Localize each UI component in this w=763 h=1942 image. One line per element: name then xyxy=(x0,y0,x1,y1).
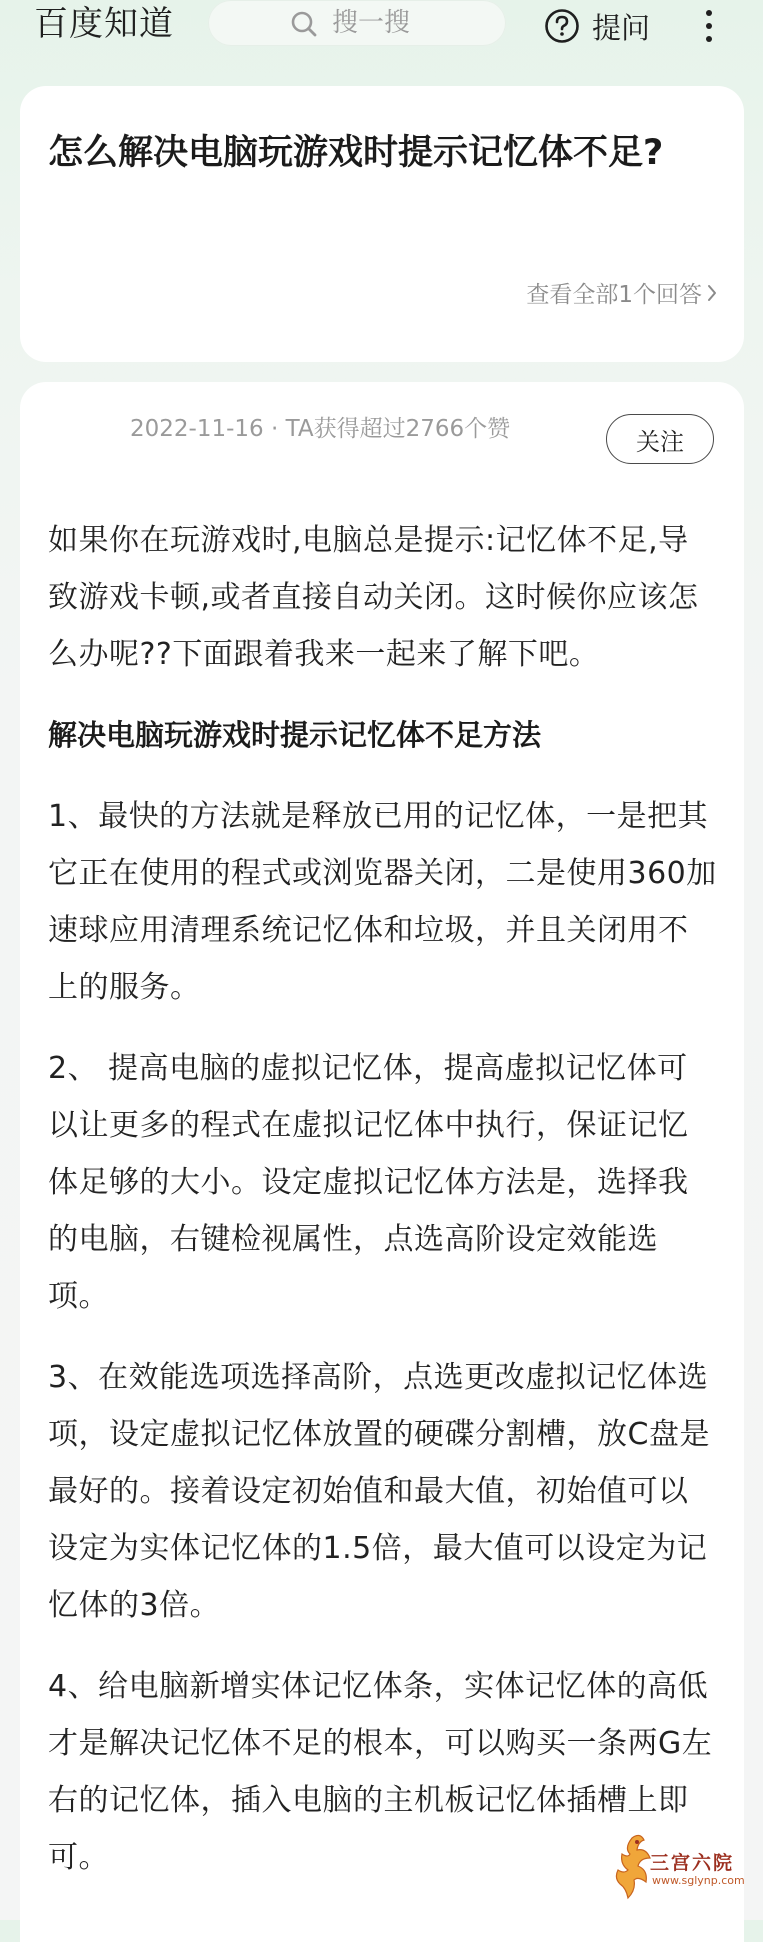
answer-paragraph: 3、在效能选项选择高阶，点选更改虚拟记忆体选项，设定虚拟记忆体放置的硬碟分割槽，放C盘是最好的。接着设定初始值和最大值，初始值可以设定为实体记忆体的1.5倍，最大值可以设定为记忆体的3倍。 xyxy=(48,1360,710,1623)
answer-paragraph: 如果你在玩游戏时,电脑总是提示:记忆体不足,导致游戏卡顿,或者直接自动关闭。这时候你应该怎么办呢??下面跟着我来一起来了解下吧。 xyxy=(48,523,699,672)
answer-card xyxy=(20,382,744,1942)
site-watermark xyxy=(610,1830,750,1910)
view-all-answers-link[interactable] xyxy=(526,276,718,309)
view-all-answers-label: 查看全部1个回答 xyxy=(526,282,702,308)
answer-paragraph: 1、最快的方法就是释放已用的记忆体，一是把其它正在使用的程式或浏览器关闭，二是使用360加速球应用清理系统记忆体和垃圾，并且关闭用不上的服务。 xyxy=(48,799,717,1005)
question-title: 怎么解决电脑玩游戏时提示记忆体不足? xyxy=(48,133,664,173)
question-circle-icon xyxy=(544,8,580,44)
follow-button[interactable]: 关注 xyxy=(606,414,714,464)
watermark-name: 三宫六院 xyxy=(650,1852,735,1874)
answer-heading: 解决电脑玩游戏时提示记忆体不足方法 xyxy=(48,718,542,752)
answer-paragraph: 2、 提高电脑的虚拟记忆体，提高虚拟记忆体可以让更多的程式在虚拟记忆体中执行，保证记忆体足够的大小。设定虚拟记忆体方法是，选择我的电脑，右键检视属性，点选高阶设定效能选项。 xyxy=(48,1051,689,1314)
chevron-right-icon xyxy=(706,283,718,303)
ask-button[interactable] xyxy=(544,4,650,48)
more-vertical-icon[interactable] xyxy=(695,6,723,46)
top-bar xyxy=(0,0,763,66)
ask-label: 提问 xyxy=(592,10,651,45)
search-icon[interactable] xyxy=(290,10,318,38)
answer-body xyxy=(48,512,718,1910)
question-card xyxy=(20,86,744,362)
search-placeholder[interactable]: 搜一搜 xyxy=(332,8,411,38)
answer-meta: 2022-11-16 · TA获得超过2766个赞 xyxy=(130,416,511,442)
brand-logo[interactable]: 百度知道 xyxy=(34,4,174,44)
watermark-url: www.sglynp.com xyxy=(652,1874,745,1887)
answer-paragraph: 4、给电脑新增实体记忆体条，实体记忆体的高低才是解决记忆体不足的根本，可以购买一条两G左右的记忆体，插入电脑的主机板记忆体插槽上即可。 xyxy=(48,1669,713,1875)
